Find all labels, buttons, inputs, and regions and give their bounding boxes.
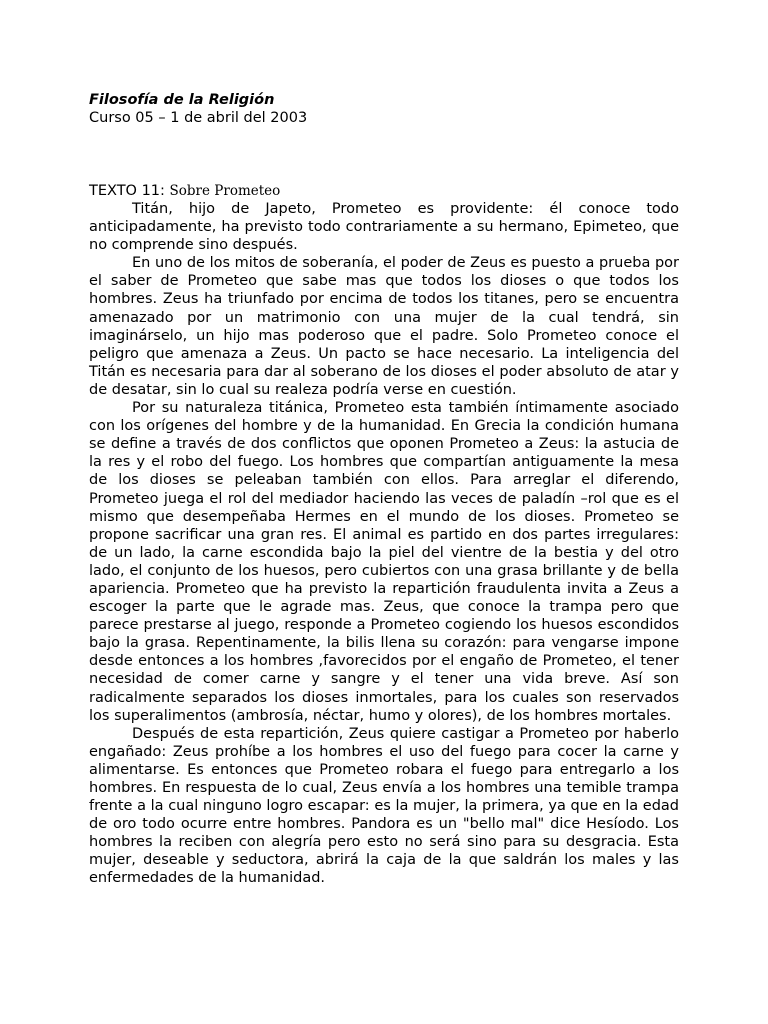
text-title: Sobre Prometeo xyxy=(169,183,281,199)
paragraph: En uno de los mitos de soberanía, el poder de Zeus es puesto a prueba por el saber de Prometeo que sabe mas que todos los dioses o que todos los hombres. Zeus ha triunfado por encima de todos los titanes, pero se encuentra amenazado por un matrimonio con una mujer de la cual tendrá, sin imaginárselo, un hijo mas poderoso que el padre. Solo Prometeo conoce el peligro que amenaza a Zeus. Un pacto se hace necesario. La inteligencia del Titán es necesaria para dar al soberano de los dioses el poder absoluto de atar y de desatar, sin lo cual su realeza podría verse en cuestión. xyxy=(89,255,679,398)
document-title: Filosofía de la Religión xyxy=(89,92,275,108)
body-text xyxy=(89,200,679,888)
document-page xyxy=(89,91,679,888)
document-subtitle: Curso 05 – 1 de abril del 2003 xyxy=(89,110,308,126)
paragraph: Titán, hijo de Japeto, Prometeo es providente: él conoce todo anticipadamente, ha previsto todo contrariamente a su hermano, Epimeteo, que no comprende sino después. xyxy=(89,201,679,254)
paragraph: Por su naturaleza titánica, Prometeo esta también íntimamente asociado con los orígenes del hombre y de la humanidad. En Grecia la condición humana se define a través de dos conflictos que oponen Prometeo a Zeus: la astucia de la res y el robo del fuego. Los hombres que compartían antiguamente la mesa de los dioses se peleaban también con ellos. Para arreglar el diferendo, Prometeo juega el rol del mediador haciendo las veces de paladín –rol que es el mismo que desempeñaba Hermes en el mundo de los dioses. Prometeo se propone sacrificar una gran res. El animal es partido en dos partes irregulares: de un lado, la carne escondida bajo la piel del vientre de la bestia y del otro lado, el conjunto de los huesos, pero cubiertos con una grasa brillante y de bella apariencia. Prometeo que ha previsto la repartición fraudulenta invita a Zeus a escoger la parte que le agrade mas. Zeus, que conoce la trampa pero que parece prestarse al juego, responde a Prometeo cogiendo los huesos escondidos bajo la grasa. Repentinamente, la bilis llena su corazón: para vengarse impone desde entonces a los hombres ,favorecidos por el engaño de Prometeo, el tener necesidad de comer carne y sangre y el tener una vida breve. Así son radicalmente separados los dioses inmortales, para los cuales son reservados los superalimentos (ambrosía, néctar, humo y olores), de los hombres mortales. xyxy=(89,400,679,724)
paragraph: Después de esta repartición, Zeus quiere castigar a Prometeo por haberlo engañado: Zeus prohíbe a los hombres el uso del fuego para cocer la carne y alimentarse. Es entonces que Prometeo robara el fuego para entregarlo a los hombres. En respuesta de lo cual, Zeus envía a los hombres una temible trampa frente a la cual ninguno logro escapar: es la mujer, la primera, ya que en la edad de oro todo ocurre entre hombres. Pandora es un "bello mal" dice Hesíodo. Los hombres la reciben con alegría pero esto no será sino para su desgracia. Esta mujer, deseable y seductora, abrirá la caja de la que saldrán los males y las enfermedades de la humanidad. xyxy=(89,725,679,887)
text-label: TEXTO 11: xyxy=(89,183,165,199)
text-heading xyxy=(89,182,679,200)
